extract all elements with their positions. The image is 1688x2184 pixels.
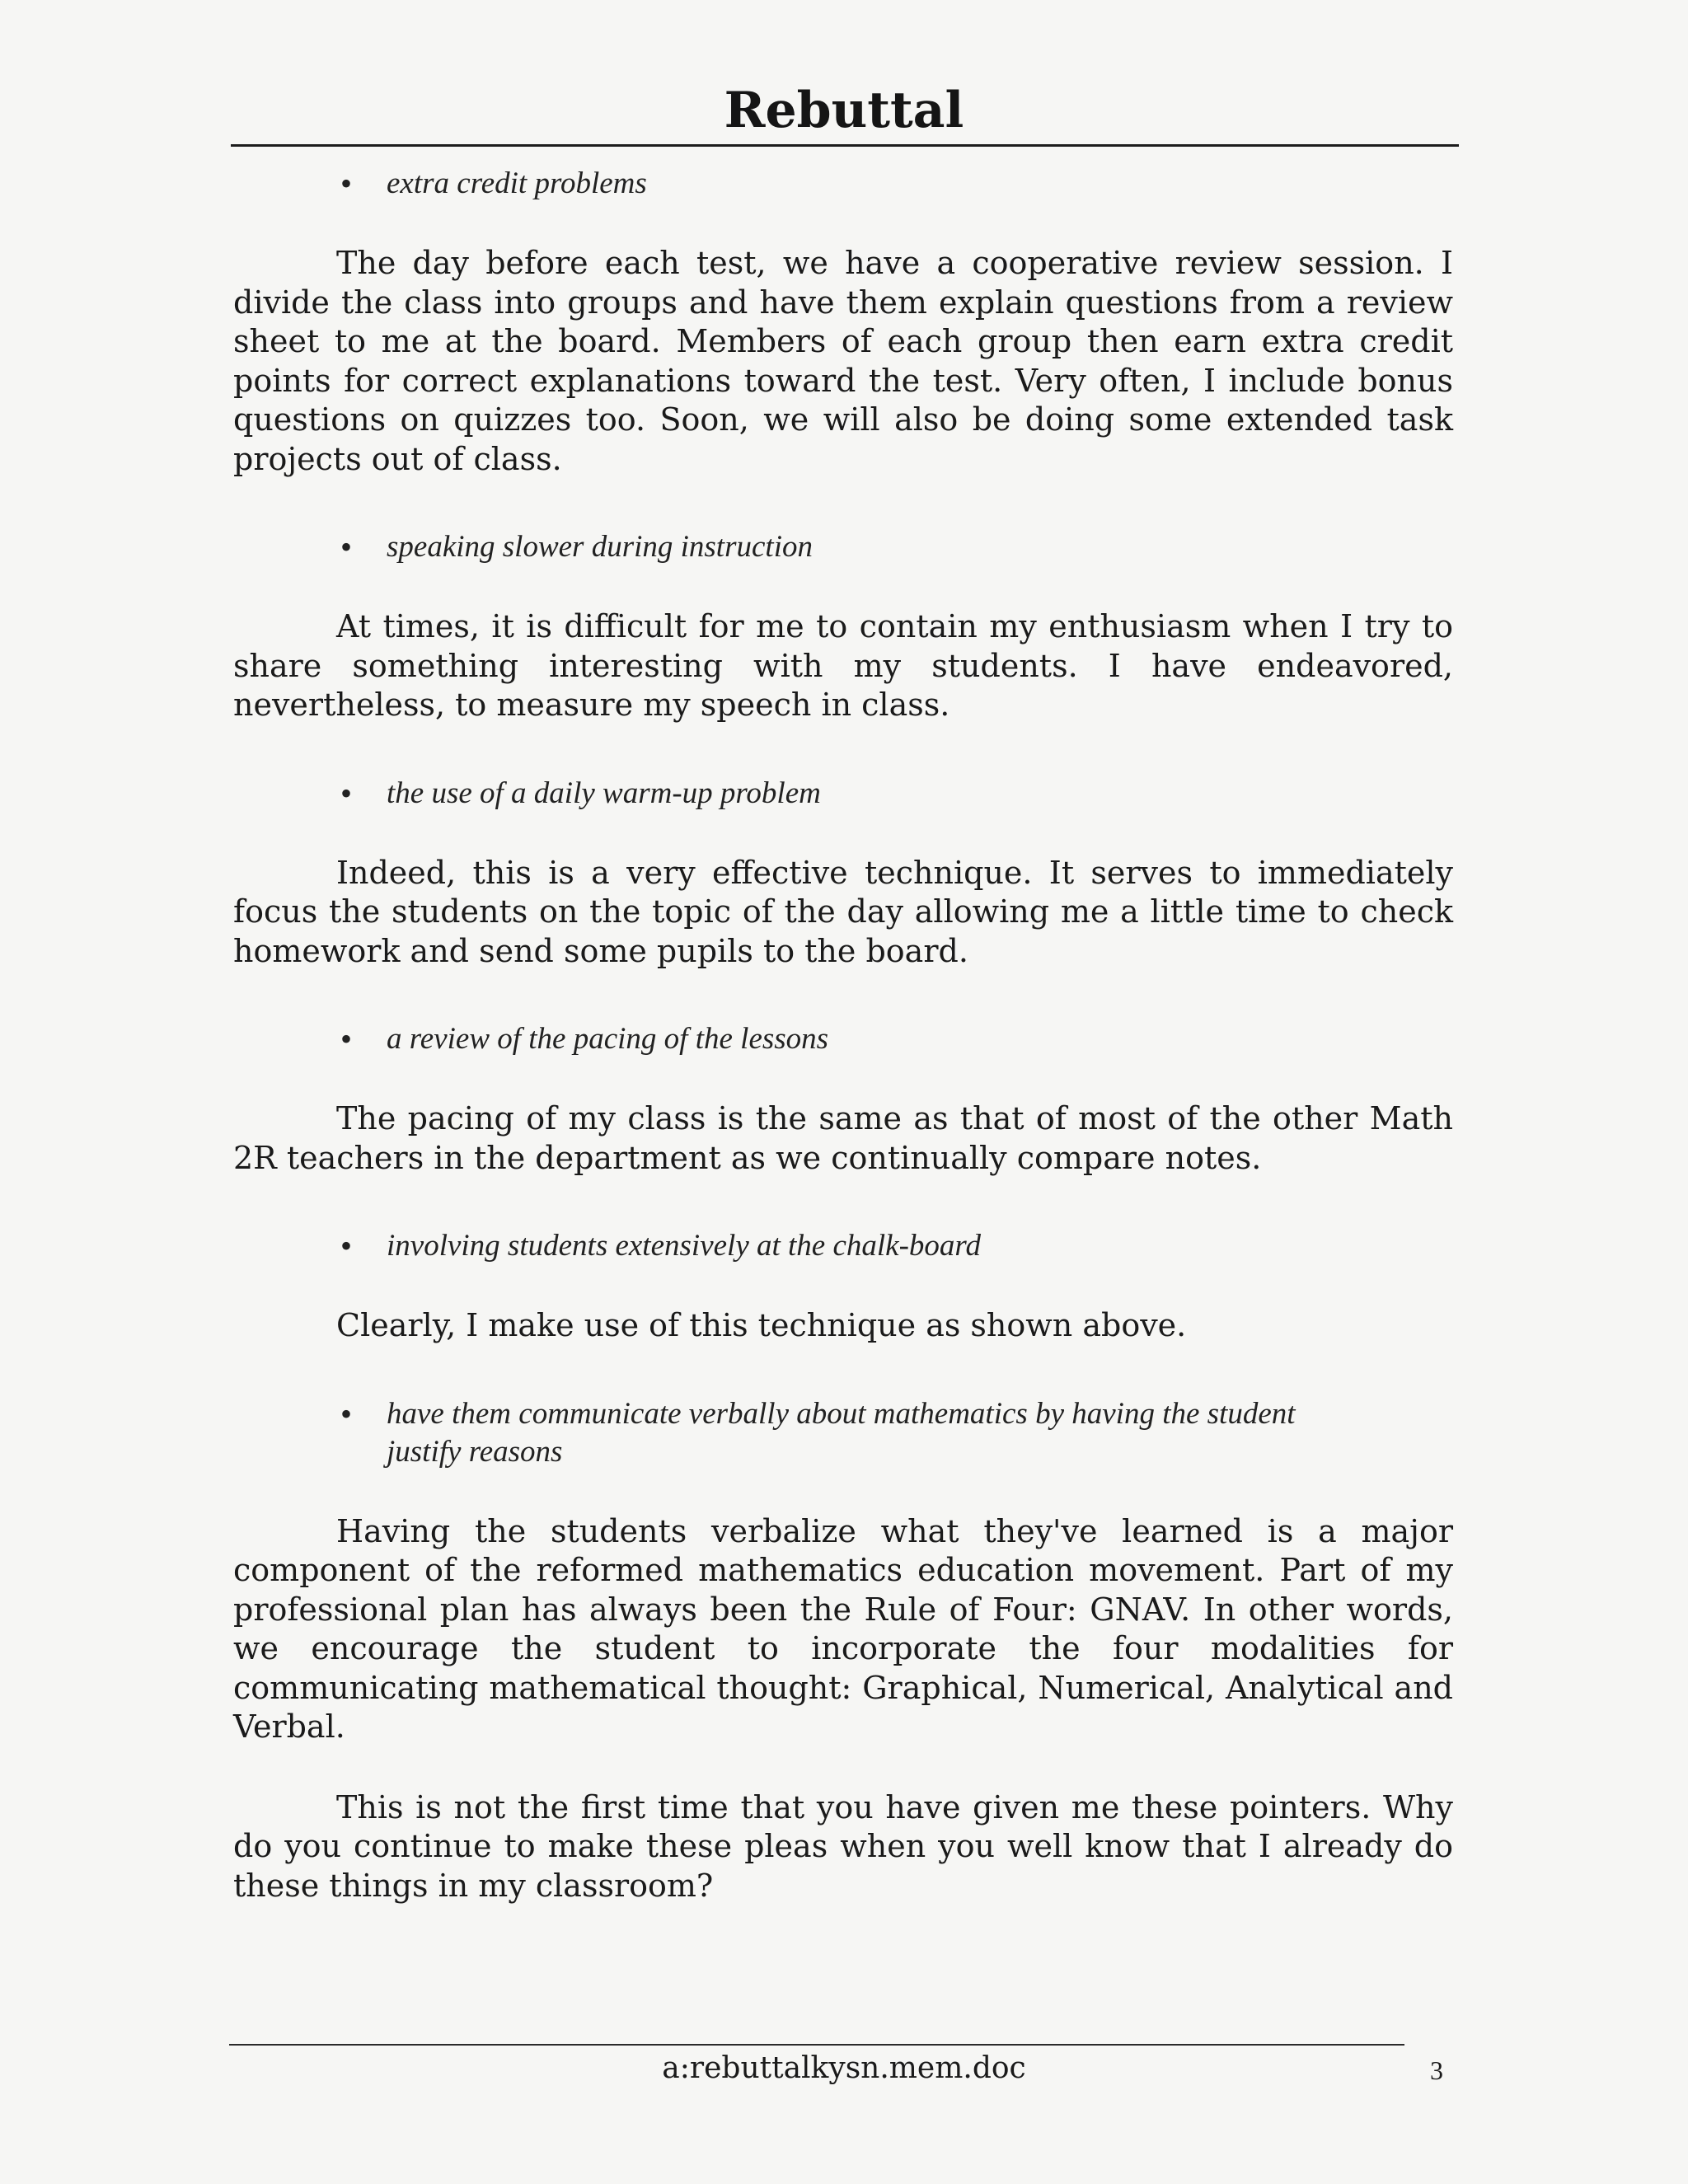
paragraph-extra-credit: The day before each test, we have a cooperative review session. I divide the class into groups and have them explain questions from a review sheet to me at the board. Members of each group then earn extra credit points for correct explanations toward the test. Very often, I include bonus questions on quizzes too. Soon, we will also be doing some extended task projects out of class. [233, 245, 1453, 477]
bullet-warm-up-problem: • the use of a daily warm-up problem [233, 775, 1376, 813]
title-divider [231, 144, 1459, 147]
bullet-pacing-review: • a review of the pacing of the lessons [233, 1020, 1376, 1058]
document-body [233, 165, 1453, 1955]
page-number: 3 [1430, 2055, 1443, 2085]
paragraph-pacing-review: The pacing of my class is the same as that of most of the other Math 2R teachers in the department as we continually compare notes. [233, 1100, 1453, 1176]
paragraph-warm-up-problem: Indeed, this is a very effective technique. It serves to immediately focus the students on the topic of the day allowing me a little time to check homework and send some pupils to the board. [233, 854, 1453, 969]
page-title: Rebuttal [724, 82, 964, 139]
bullet-speaking-slower: • speaking slower during instruction [233, 528, 1376, 566]
bullet-extra-credit: • extra credit problems [233, 165, 1376, 203]
bullet-communicate-verbally: • have them communicate verbally about mathematics by having the student justify reasons [233, 1395, 1376, 1471]
paragraph-closing: This is not the first time that you have given me these pointers. Why do you continue to make these pleas when you well know that I already do these things in my classroom? [233, 1788, 1453, 1904]
paragraph-speaking-slower: At times, it is difficult for me to contain my enthusiasm when I try to share something interesting with my students. I have endeavored, nevertheless, to measure my speech in class. [233, 608, 1453, 723]
paragraph-chalk-board: Clearly, I make use of this technique as shown above. [336, 1307, 1187, 1343]
paragraph-communicate-verbally: Having the students verbalize what they've learned is a major component of the reformed mathematics education movement. Part of my professional plan has always been the Rule of Four: GNAV. In other words, we encourage the student to incorporate the four modalities for communicating mathematical thought: Graphical, Numerical, Analytical and Verbal. [233, 1512, 1453, 1745]
footer-divider [229, 2044, 1404, 2046]
bullet-chalk-board: • involving students extensively at the chalk-board [233, 1227, 1376, 1265]
footer-filename: a:rebuttalkysn.mem.doc [662, 2051, 1026, 2085]
